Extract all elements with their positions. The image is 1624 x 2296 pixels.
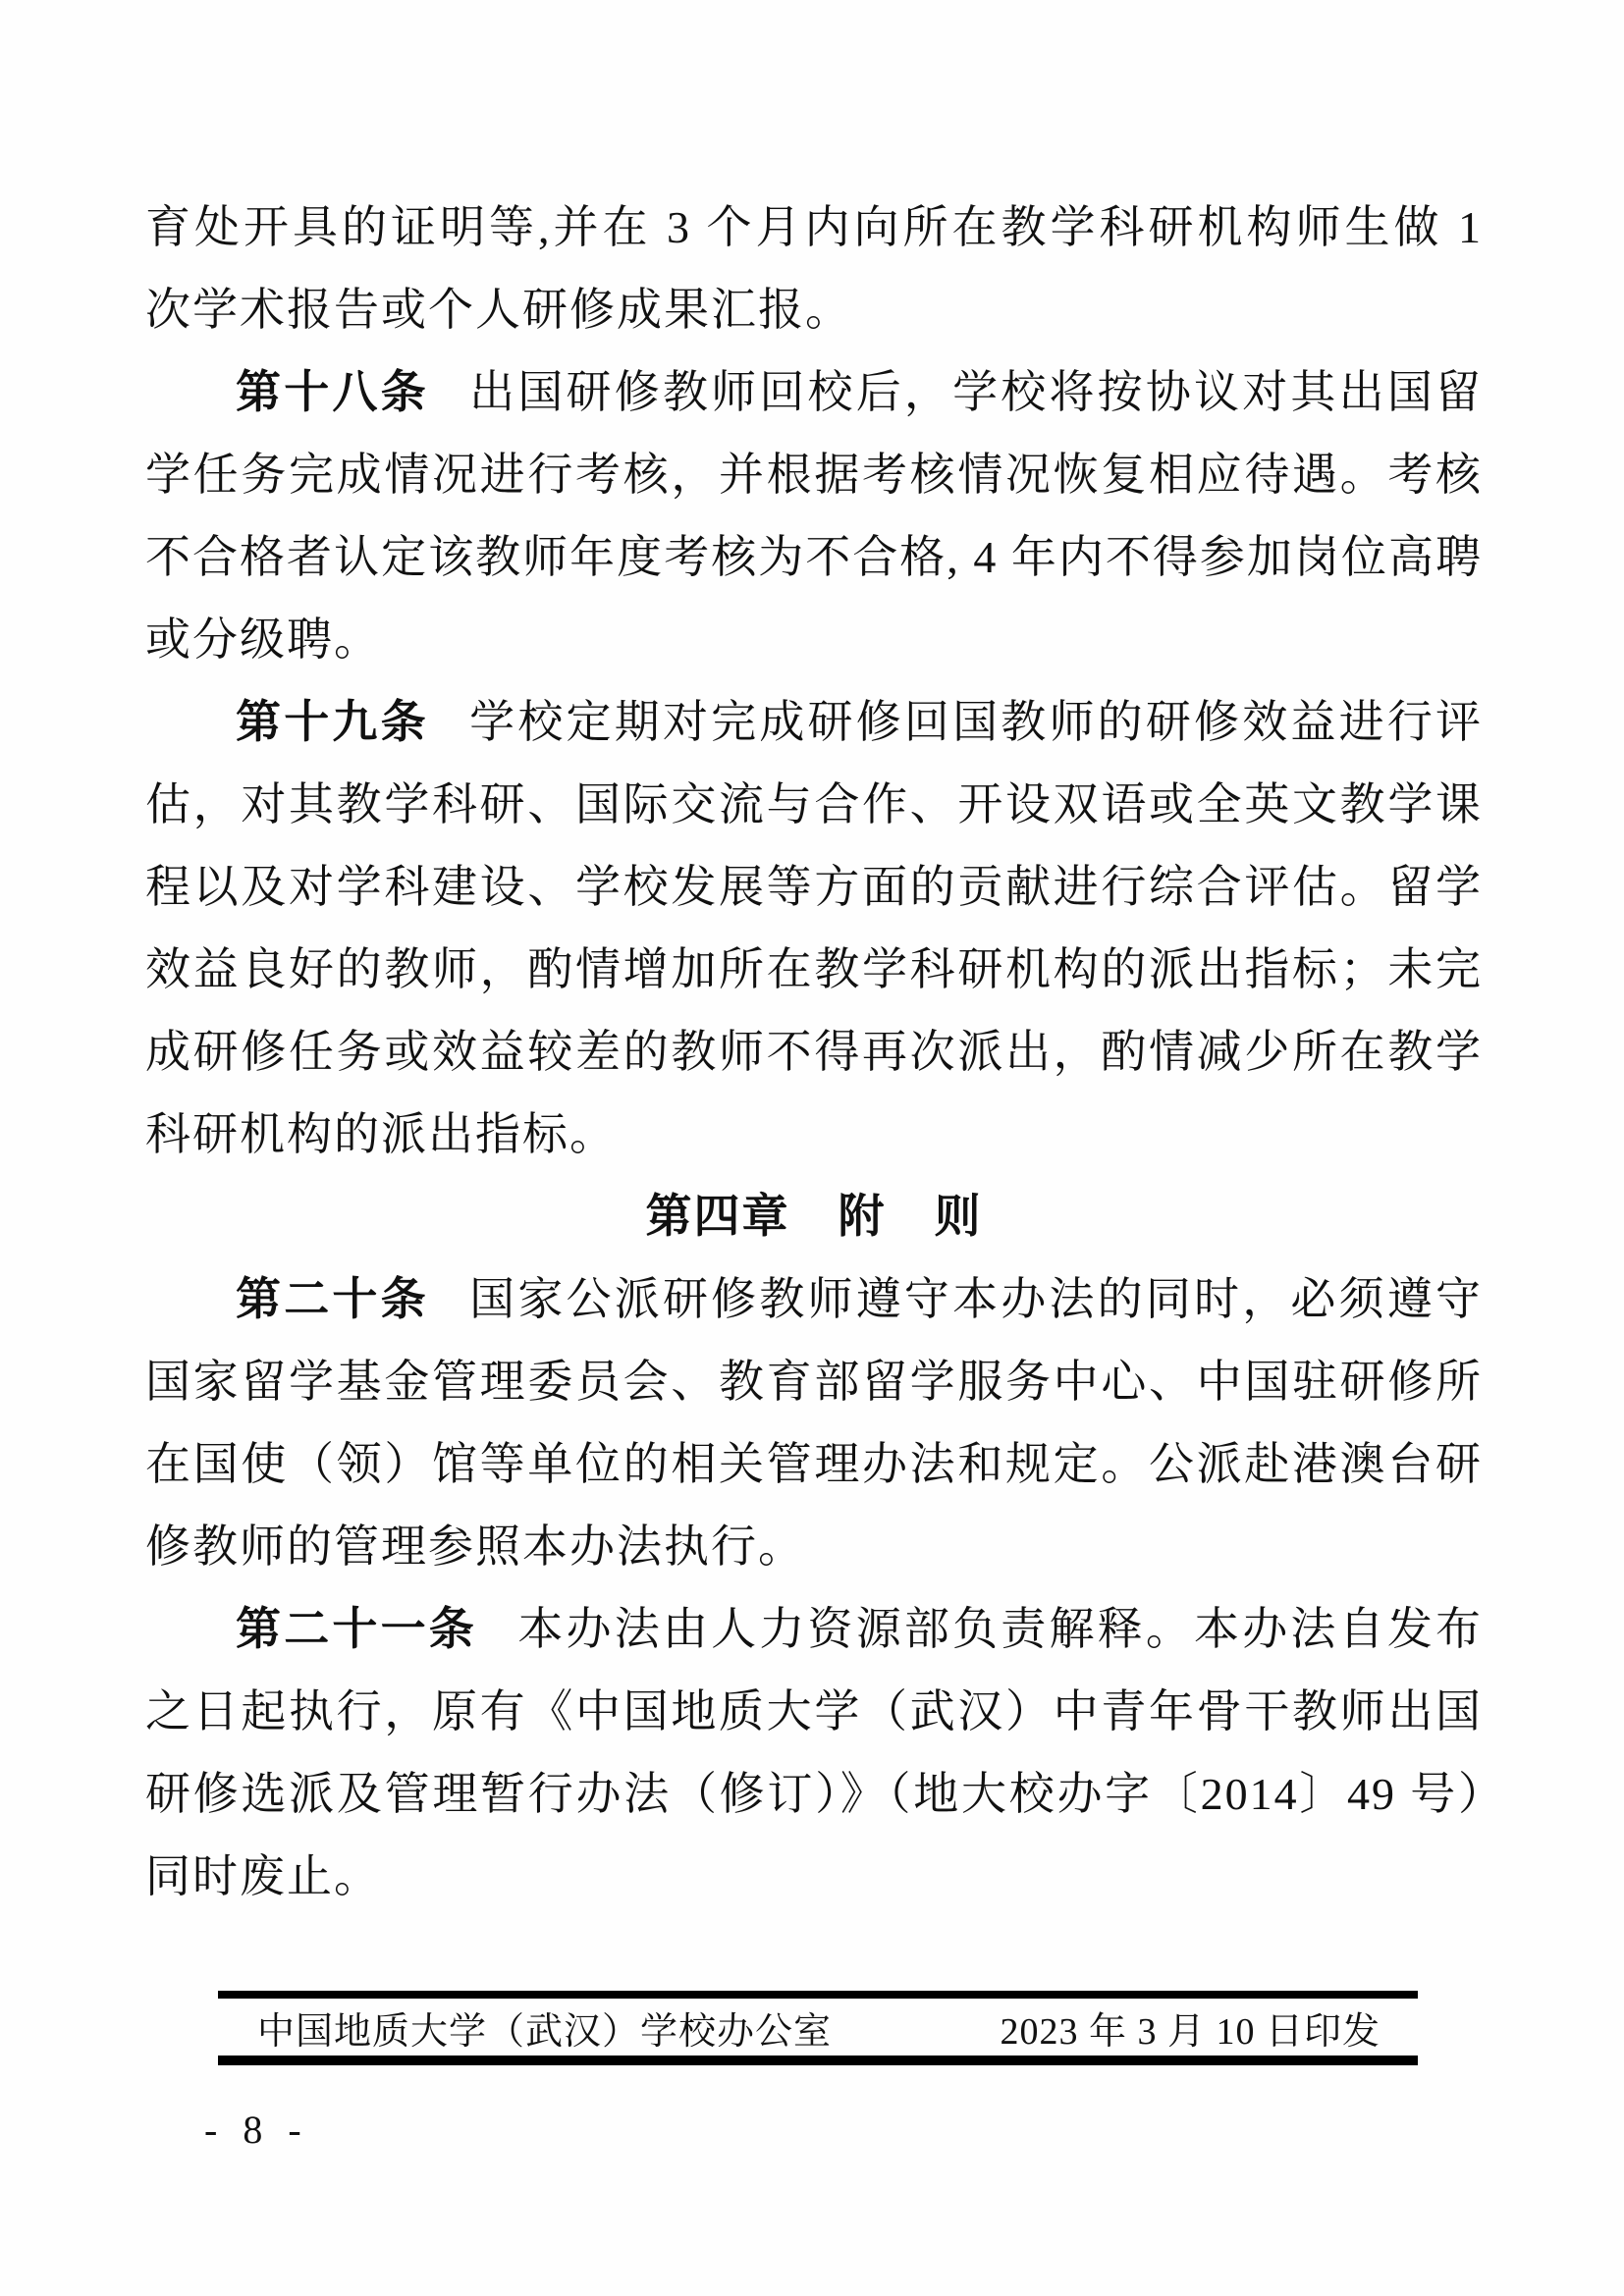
footer-rule-bottom (218, 2056, 1418, 2065)
article-number: 第二十一条 (236, 1604, 477, 1654)
paragraph-text: 国家公派研修教师遵守本办法的同时，必须遵守国家留学基金管理委员会、教育部留学服务中心、中国驻研修所在国使（领）馆等单位的相关管理办法和规定。公派赴港澳台研修教师的管理参照本办法执行。 (145, 1274, 1484, 1572)
footer-rule-top (218, 1991, 1418, 1999)
document-body (145, 187, 1483, 1918)
paragraph-article-20 (145, 1258, 1483, 1588)
chapter-heading: 第四章 附 则 (645, 1192, 983, 1243)
paragraph-article-19 (145, 681, 1483, 1176)
paragraph-article-18 (145, 351, 1483, 681)
footer (218, 1991, 1418, 2065)
paragraph-article-21 (145, 1588, 1483, 1918)
article-number: 第十八条 (236, 367, 429, 417)
footer-row (218, 1999, 1418, 2056)
paragraph-text: 学校定期对完成研修回国教师的研修效益进行评估，对其教学科研、国际交流与合作、开设双语或全英文教学课程以及对学科建设、学校发展等方面的贡献进行综合评估。留学效益良好的教师，酌情增加所在教学科研机构的派出指标；未完成研修任务或效益较差的教师不得再次派出，酌情减少所在教学科研机构的派出指标。 (145, 697, 1484, 1159)
footer-print-date: 2023 年 3 月 10 日印发 (1000, 2010, 1380, 2053)
article-number: 第二十条 (236, 1274, 429, 1324)
paragraph-text: 出国研修教师回校后，学校将按协议对其出国留学任务完成情况进行考核，并根据考核情况恢复相应待遇。考核不合格者认定该教师年度考核为不合格, 4 年内不得参加岗位高聘或分级聘。 (145, 367, 1484, 665)
paragraph-continuation (145, 187, 1483, 351)
paragraph-text: 育处开具的证明等,并在 3 个月内向所在教学科研机构师生做 1 次学术报告或个人研修成果汇报。 (145, 202, 1483, 335)
page-number: - 8 - (204, 2108, 309, 2152)
footer-issuer: 中国地质大学（武汉）学校办公室 (257, 2010, 833, 2053)
article-number: 第十九条 (236, 697, 429, 747)
paragraph-text: 本办法由人力资源部负责解释。本办法自发布之日起执行，原有《中国地质大学（武汉）中青年骨干教师出国研修选派及管理暂行办法（修订）》（地大校办字〔2014〕49 号）同时废止。 (145, 1604, 1484, 1901)
